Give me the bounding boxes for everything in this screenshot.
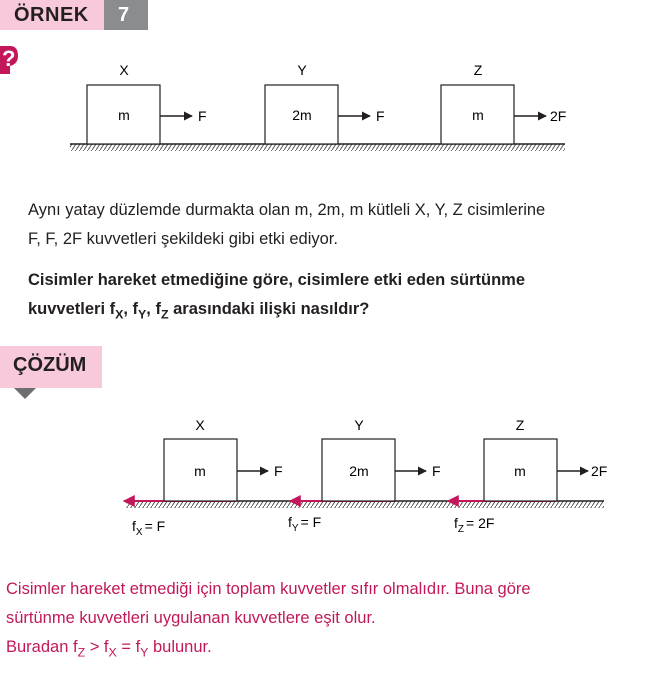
svg-text:?: ?: [2, 46, 16, 71]
example-header: [0, 0, 148, 30]
example-label: ÖRNEK: [14, 4, 89, 26]
block-x2-force: F: [274, 463, 283, 479]
problem-line-1: Aynı yatay düzlemde durmakta olan m, 2m, m kütleli X, Y, Z cisimlerine: [28, 201, 546, 219]
block-y2-force: F: [432, 463, 441, 479]
block-x-name: X: [119, 62, 129, 78]
question-line-1: Cisimler hareket etmediğine göre, cisimlere etki eden sürtünme: [28, 271, 526, 289]
friction-label-z: $f_Z = 2F$: [454, 515, 495, 535]
question-text: [28, 266, 525, 329]
ground-surface-2: [126, 501, 604, 508]
block-z-mass: m: [472, 107, 484, 123]
answer-text: [6, 575, 531, 667]
block-z-2: [484, 417, 607, 501]
answer-line-2: sürtünme kuvvetleri uygulanan kuvvetlere eşit olur.: [6, 609, 376, 627]
answer-line-1: Cisimler hareket etmediği için toplam kuvvetler sıfır olmalıdır. Buna göre: [6, 580, 531, 598]
block-x2-name: X: [195, 417, 205, 433]
block-x: [87, 62, 207, 144]
ground-surface: [70, 144, 565, 151]
block-y2-mass: 2m: [349, 463, 369, 479]
example-number: 7: [118, 4, 130, 26]
block-z2-force: 2F: [591, 463, 608, 479]
block-y: [265, 62, 385, 144]
block-x2-mass: m: [194, 463, 206, 479]
problem-text: [28, 196, 545, 254]
block-z: [441, 62, 566, 144]
question-line-2: kuvvetleri $f_X$, $f_Y$, $f_Z$ arasındaki ilişki nasıldır?: [28, 300, 370, 322]
block-x-2: [164, 417, 283, 501]
block-z2-mass: m: [514, 463, 526, 479]
block-y2-name: Y: [354, 417, 364, 433]
block-y-mass: 2m: [292, 107, 312, 123]
friction-label-y: $f_Y = F$: [288, 514, 322, 534]
answer-line-3: Buradan $f_Z > f_X = f_Y$ bulunur.: [6, 638, 212, 660]
block-x-mass: m: [118, 107, 130, 123]
solution-header: [0, 346, 102, 388]
solution-label: ÇÖZÜM: [13, 354, 87, 376]
block-y-name: Y: [297, 62, 307, 78]
block-z-name: Z: [473, 62, 483, 78]
block-z2-name: Z: [515, 417, 525, 433]
block-y-2: [322, 417, 441, 501]
figure-2: [0, 410, 647, 540]
friction-label-x: $f_X = F$: [132, 518, 166, 538]
solution-pointer-icon: [14, 388, 36, 400]
block-x-force: F: [198, 108, 207, 124]
problem-line-2: F, F, 2F kuvvetleri şekildeki gibi etki ediyor.: [28, 230, 338, 248]
figure-1: [0, 54, 647, 162]
block-y-force: F: [376, 108, 385, 124]
block-z-force: 2F: [550, 108, 567, 124]
